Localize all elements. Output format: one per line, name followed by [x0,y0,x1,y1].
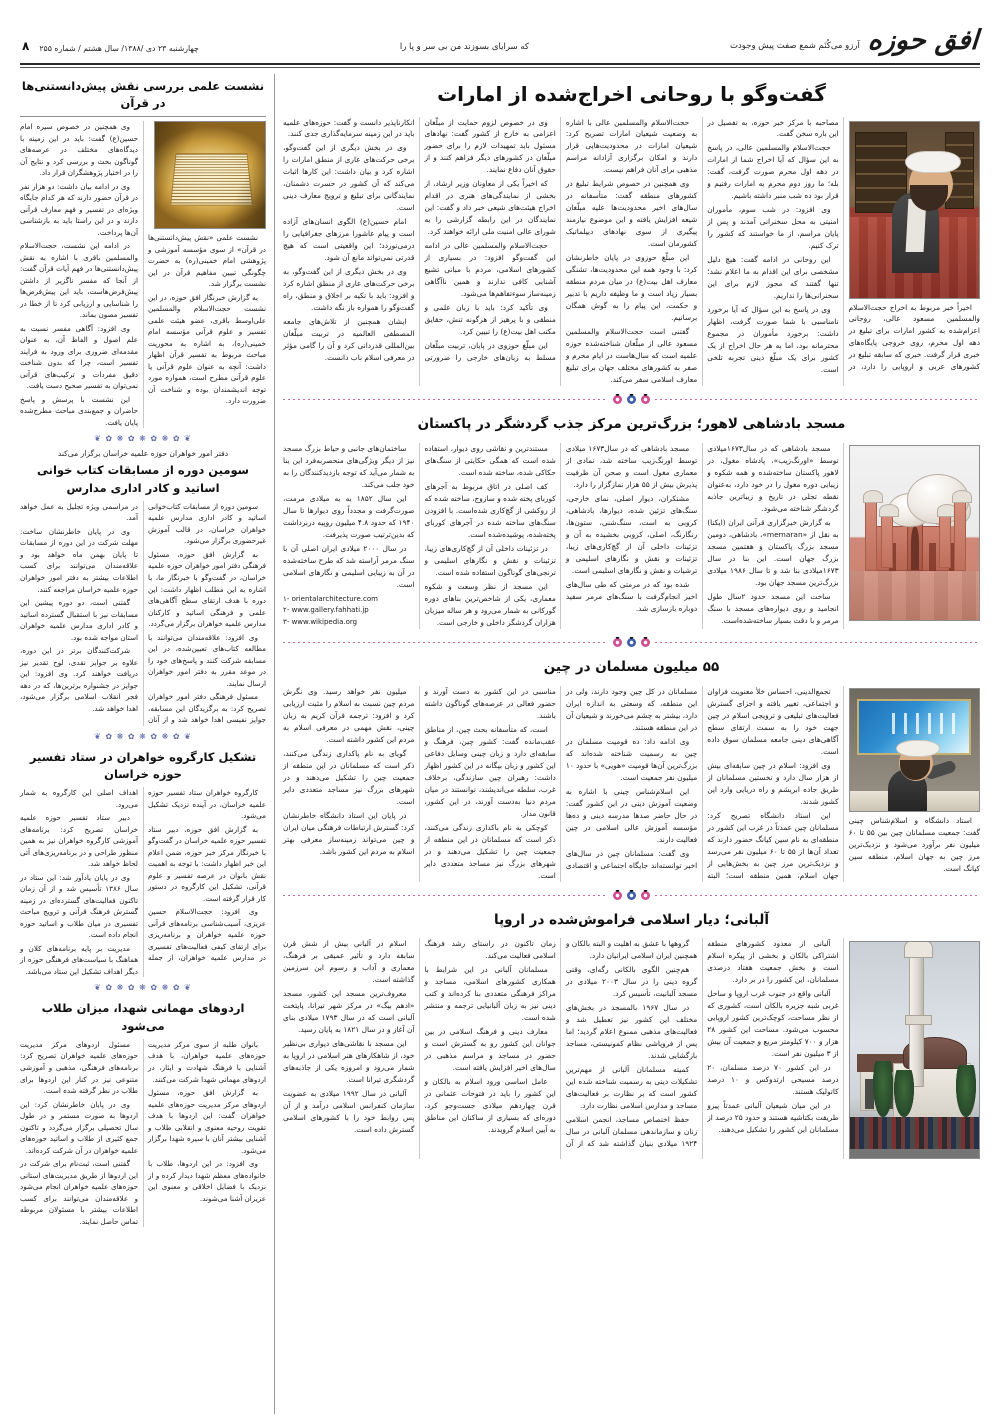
paragraph: کف اصلی در اتاق مربوط به آجرهای کوربای پخته شده و سازوج، ساخته شده که از روکشی از گچ‌کاری شده‌است. با افزودن سنگ‌های ساخته شده در آجرهای کوربای پخته‌شده، پوشیده‌شده است. [424,481,556,539]
main-content-region [275,74,980,1414]
sidebar-article-4-body [20,1039,266,1227]
paragraph: وی افزود: در این اردوها، طلاب با خانواده‌های معظم شهدا دیدار کرده و از نزدیک با فضایل اخلاقی و معنوی این عزیزان آشنا می‌شوند. [148,1159,266,1203]
paragraph: مدیریت بر پایه برنامه‌های کلان و هماهنگ با سیاست‌های فرهنگی حوزه از دیگر اهداف تشکیل این ستاد می‌باشد. [20,943,138,976]
flower-icon [613,638,622,647]
sidebar-article-1-headline: نشست علمی بررسی نقش پیش‌دانستنی‌ها در قرآن [21,78,265,110]
paragraph: وی در ادامه بیان داشت: دو هزار نفر در قرآن حضور دارند که هر کدام جایگاه ویژه‌ای در تفسیر و فهم معارف قرآنی دارند و در این راستا باید به بازشناسی آن‌ها پرداخت. [20,181,138,237]
paragraph: وی در پایان خاطرنشان ساخت: مهلت شرکت در این دوره از مسابقات تا پایان بهمن ماه خواهد بود و علاقه‌مندان می‌توانند برای کسب اطلاعات بیشتر به دفتر امور خواهران حوزه علمیه خراسان مراجعه کنند. [20,526,138,594]
divider-dots-left [283,399,608,400]
paragraph: دبیر ستاد تفسیر حوزه علمیه خراسان تصریح کرد: برنامه‌های آموزشی کارگروه خواهران نیز به همین منظور طراحی و در برنامه‌ریزی‌های آتی لحاظ خواهد شد. [20,813,138,869]
paragraph: ایشان همچنین از تلاش‌های جامعه المصطفی العالمیه در تربیت مبلّغان بین‌المللی قدردانی کرد و آن را گامی مؤثر در معرفی اسلام ناب دانست. [283,317,415,363]
paragraph: وی در بخش دیگری از این گفت‌وگو، برخی حرکت‌های عاری از منطق امارات را اشاره کرد و بیان داشت: این کارها اثبات می‌کند که آن کشور در حسرت دشمنان، نمایندگانی برای تبلیغ و ترویج معارف دینی است. [283,143,415,213]
sidebar-article-2-headline: سومین دوره از مسابقات کتاب خوانی اساتید و کادر اداری مدارس [37,463,249,495]
masthead-verse: که سرایای بسوزند من بی سر و پا را [399,42,529,52]
article-interview-body [283,117,980,387]
paragraph: وی ادامه داد: ده قومیت مسلمان در چین به رسمیت شناخته شده‌اند که بزرگ‌ترین آن‌ها قومیت «هویی» با حدود ۱۰ میلیون نفر جمعیت است. [565,736,698,782]
paragraph: کارگروه خواهران ستاد تفسیر حوزه علمیه خراسان، در آینده نزدیک تشکیل می‌شود. [148,788,266,821]
paragraph: وی در پاسخ به این سؤال که آیا برخورد نامناسبی با شما صورت گرفت، اظهار داشت: برخورد مأموران در مجموع محترمانه بود، اما به هر حال اخراج از یک کشور برای یک مبلّغ دینی تجربه تلخی است. [707,305,839,375]
paragraph: تجمع‌الدینی، احساس خلأ معنویت فراوان و اجتماعی، تغییر یافته و اجزای گسترش فعالیت‌های تبلیغی و ترویجی اسلام در چین جهت خود را به سمت ارتقای سطح آگاهی‌های دینی جامعه مسلمان سوق داده است. [707,686,839,756]
paragraph: وی گفت: مسلمانان چین در سال‌های اخیر توانسته‌اند جایگاه اجتماعی و اقتصادی مناسبی در این کشور به دست آورند و حضور فعالی در عرصه‌های گوناگون داشته باشند. [424,686,698,870]
paragraph: این مبلّغ حوزوی در پایان، تربیت مبلّغان مسلط به زبان‌های خارجی را ضرورتی انکارناپذیر دانست و گفت: حوزه‌های علمیه باید در این زمینه سرمایه‌گذاری جدی کنند. [283,117,556,363]
left-sidebar [20,74,275,1414]
paragraph: وی در بخش دیگری از این گفت‌وگو، به برخی حرکت‌های عاری از منطق اشاره کرد و افزود: باید با تکیه بر اخلاق و منطق، راه گفت‌وگو را همواره باز نگه داشت. [283,267,415,313]
sidebar-article-3-headline: تشکیل کارگروه خواهران در ستاد تفسیر حوزه خراسان [29,749,257,781]
paragraph: معروف‌ترین مسجد این کشور، مسجد «ادهم بیگ» در مرکز شهر تیرانا، پایتخت آلبانی است که در سال ۱۷۹۳ میلادی بنای آن آغاز و در سال ۱۸۲۱ به پایان رسید. [283,989,415,1034]
paragraph: در این کشور ۷۰ درصد مسلمان، ۲۰ درصد مسیحی ارتدوکس و ۱۰ درصد کاتولیک هستند. [707,1062,839,1096]
page-grid [0,68,1000,1424]
article-albania-headline: آلبانی؛ دیار اسلامی فراموش‌شده در اروپا [494,911,769,928]
paragraph: اسلام در آلبانی بیش از شش قرن سابقه دارد و تأثیر عمیقی بر فرهنگ، معماری و آداب و رسوم این سرزمین گذاشته است. [283,939,415,985]
source-link[interactable]: ٣- www.wikipedia.org [283,618,358,627]
divider-flowers-2 [283,638,980,647]
mosque-plaza [850,571,979,620]
hairline-rule [20,116,266,117]
newspaper-logo [730,27,978,60]
sidebar-article-quran-seminar [20,74,266,429]
paragraph: در سال ۱۹۶۷ بالمسجد در بخش‌های مختلف این کشور نیز تعطیل شد و فعالیت‌های مذهبی ممنوع اعلام گردید؛ اما پس از فروپاشی نظام کمونیستی، مساجد بازگشایی شدند. [565,1003,698,1060]
badshahi-mosque-photo [849,445,980,621]
flower-icon [627,395,636,404]
source-link[interactable]: ١- orientalarchitecture.com [283,594,378,603]
paragraph: مسئول فرهنگی دفتر امور خواهران تصریح کرد: به برگزیدگان این مسابقه، جوایز نفیسی اهدا خواهد شد و از آنان در مراسمی ویژه تجلیل به عمل خواهد آمد. [20,501,266,725]
article-mosque-sources [283,594,414,630]
paragraph: عامل اساسی ورود اسلام به بالکان و این کشور را باید در فتوحات عثمانی در قرن چهاردهم میلادی جست‌وجو کرد، دوره‌ای که بسیاری از ساکنان این مناطق به آیین اسلام گرویدند. [424,1076,556,1134]
issue-date-line: چهارشنبه ۲۳ دی /۱۳۸۸/ سال هشتم / شماره ۲۵۵ [39,44,199,53]
flower-icon [641,395,650,404]
paragraph: این استاد دانشگاه تصریح کرد: مسلمانان چین عمدتاً در غرب این کشور در منطقه‌ای به نام سین کیانگ حضور دارند که تعداد آن‌ها از ۵۵ تا ۶۰ میلیون نفر می‌رسد و نزدیک‌ترین مرز چین به بخش‌هایی از جهان اسلام، همین منطقه است؛ البته مسلمانان در کل چین وجود دارند، ولی در این منطقه، که وسعتی به اندازه ایران دارد، بیشتر به چشم می‌خورند و شیعیان آن در این منطقه هستند. [565,686,839,880]
paragraph: معارف دینی و فرهنگ اسلامی در بین جوانان این کشور رو به گسترش است و حضور در مساجد و مراسم مذهبی در سال‌های اخیر افزایش یافته است. [424,1026,556,1072]
paragraph: نشست علمی «نقش پیش‌دانستنی‌ها در قرآن» از سوی مؤسسه آموزشی و پژوهشی امام خمینی(ره) به حضرت چگونگی تبیین مفاهیم قرآن در این نشست برگزار شد. [148,233,266,289]
paragraph: وی در خصوص لزوم حمایت از مبلّغان اعزامی به خارج از کشور گفت: نهادهای مسئول باید تمهیدات لازم را برای حضور مبلّغان در کشورهای دیگر فراهم کنند و از حقوق آنان دفاع نمایند. [424,117,556,175]
paragraph: وی افزود: اسلام در چین سابقه‌ای بیش از هزار سال دارد و نخستین مسلمانان از طریق جاده ابریشم و راه دریایی وارد این کشور شدند. [707,760,839,806]
tree [894,1070,914,1118]
pavement [850,1149,979,1158]
albania-mosque-photo [849,941,980,1159]
paragraph: آلبانی از معدود کشورهای منطقه اشتراکی بالکان و بخشی از پیکره اسلام است و بخش جمعیت هفتاد درصدی مسلمانان، این کشور را در بر دارد. [707,939,839,985]
paragraph: این روحانی در ادامه گفت: هیچ دلیل مشخصی برای این اقدام به ما اعلام نشد؛ تنها گفتند که مجوز لازم برای این سخنرانی‌ها را نداریم. [707,255,839,301]
divider-dots-left [283,642,608,643]
masthead-issue-block [22,39,199,60]
paragraph: به گزارش خبرنگار افق حوزه، در این نشست حجت‌الاسلام والمسلمین علی‌اوسط باقری، عضو هیئت علمی تفسیر و علوم قرآنی مؤسسه امام خمینی(ره)، به اشاره به محوریت مباحث مربوط به تفسیر قرآن اظهار داشت: آنچه به عنوان علوم قرآنی یا علوم قرآنی مطرح است، همواره مورد توجه اندیشمندان بوده و شناخت آن ضرورت دارد. [148,292,266,406]
page-number: ۸ [22,39,30,53]
sidebar-article-book-contest [20,447,266,725]
article-albania-body [283,938,980,1159]
paragraph: استاد دانشگاه و اسلام‌شناس چینی گفت: جمعیت مسلمانان چین بین ۵۵ تا ۶۰ میلیون نفر برآورد می‌شود و نزدیک‌ترین مرز چین به جهان اسلام، منطقه سین کیانگ است. [848,815,980,873]
quran-photo [154,121,266,229]
article-interview [283,74,980,387]
masthead [0,0,1000,60]
divider-flowers-1 [283,395,980,404]
divider-dots-right [655,642,980,643]
sidebar-article-2-kicker: دفتر امور خواهران حوزه علمیه خراسان برگزار می‌کند [57,449,229,459]
paragraph: به گزارش افق حوزه، مسئول فرهنگی دفتر امور خواهران حوزه علمیه خراسان، در گفت‌وگو با خبرنگار ما، با اشاره به این مطلب اظهار داشت: این دوره با هدف ارتقای سطح آگاهی‌های علمی و فرهنگی اساتید و کارکنان مدارس علمیه خواهران برگزار می‌گردد. [148,549,266,629]
paragraph: امام حسین(ع) الگوی انسان‌های آزاده است و پیام عاشورا مرزهای جغرافیایی را درمی‌نوردد؛ این واقعیتی است که هیچ قدرتی نمی‌تواند مانع آن شود. [283,217,415,263]
paragraph: این مسجد از نظر وسعت و شکوه معماری، یکی از شاخص‌ترین بناهای دوره گورکانی به شمار می‌رود و هر ساله میزبان هزاران گردشگر داخلی و خارجی است. [424,581,556,627]
divider-dots-left [283,895,608,896]
paragraph: میلیون نفر خواهد رسید. وی نگرش مردم چین نسبت به اسلام را مثبت ارزیابی کرد و افزود: ترجمه قرآن کریم به زبان چینی، نقش مهمی در معرفی اسلام به مردم این کشور داشته است. [283,686,415,744]
paragraph: این نشست با پرسش و پاسخ حاضران و جمع‌بندی مباحث مطرح‌شده پایان یافت. [20,394,138,427]
paragraph: شرکت‌کنندگان برتر در این دوره، علاوه بر جوایز نقدی، لوح تقدیر نیز دریافت خواهند کرد. وی افزود: این جوایز در جشنواره برترین‌ها، که در دهه فجر انقلاب اسلامی برگزار می‌شود، اهدا خواهد شد. [20,646,138,713]
paragraph: وی افزود: آگاهی مفسر نسبت به علم اصول و الفاظ آن، به عنوان مقدمه‌ای ضروری برای ورود به فرایند تفسیر است، چرا که بدون شناخت دقیق مفردات و ترکیب‌های قرآنی نمی‌توان به تفسیر صحیح دست یافت. [20,323,138,391]
mosque-minaret [954,498,966,571]
logo-wordmark: افق حوزه [866,25,980,56]
paragraph: وی افزود: حجت‌الاسلام حسین عزیزی، آسیب‌شناسی برنامه‌های قرآنی حوزه علمیه خواهران و برنامه‌ریزی برای ارتقای کیفی فعالیت‌های تفسیری در مدارس علمیه خواهران، از جمله اهداف اصلی این کارگروه به شمار می‌رود. [20,788,266,963]
paragraph: این مسجد با نقاشی‌های دیواری بی‌نظیر خود، از شاهکارهای هنر اسلامی در اروپا به شمار می‌رود و امروزه یکی از جاذبه‌های گردشگری تیرانا است. [283,1038,415,1084]
paragraph: وی در پایان خاطرنشان کرد: این اردوها به صورت مستمر و در طول سال تحصیلی برگزار می‌گردد و تاکنون جمع کثیری از طلاب و اساتید حوزه‌های علمیه خواهران در آن شرکت کرده‌اند. [20,1099,138,1155]
sidebar-article-4-headline: اردوهای مهمانی شهدا، میزان طلاب می‌شود [41,1001,245,1033]
flower-icon [641,638,650,647]
paragraph: گفتنی است، ثبت‌نام برای شرکت در این اردوها از طریق مدیریت‌های استانی حوزه‌های علمیه خواهران انجام می‌شود و علاقه‌مندان می‌توانند برای کسب اطلاعات بیشتر با مسئولان مربوطه تماس حاصل نمایند. [20,1159,138,1226]
paragraph: گفتنی است حجت‌الاسلام والمسلمین مسعود عالی از مبلّغان شناخته‌شده حوزه علمیه است که سال‌هاست در ایام محرم و صفر به کشورهای مختلف جهان برای تبلیغ معارف اسلامی سفر می‌کند. [565,327,698,385]
paragraph: گفتنی است، دو دوره پیشین این مسابقات نیز با استقبال گسترده اساتید و کادر اداری مدارس علمیه خواهران استان مواجه شده بود. [20,598,138,642]
logo-slogan: آرزو می‌کُنَم شمع صفت پیش وجودت [730,41,860,51]
divider-ornament-1: ❦ ✿ ❋ ✿ ❋ ✿ ❋ ✿ ❦ [94,434,192,444]
paragraph: حجت‌الاسلام والمسلمین عالی با اشاره به وضعیت شیعیان امارات تصریح کرد: شیعیان امارات در محدودیت‌هایی قرار دارند و امکان برگزاری آزادانه مراسم مذهبی برای آنان فراهم نیست. [565,117,698,175]
mosque-minaret [881,512,893,568]
paragraph: مستندترین و نقاشی روی دیوار، استفاده شده است که همگی حکایتی از سنگ‌های حکاکی شده، ساخته شده است. [424,443,556,477]
paragraph: شده بود که در مرمتی که طی سال‌های اخیر انجام‌گرفت با سنگ‌های مرمر سفید دوباره بازسازی شد. [565,579,698,613]
china-conference-photo [849,688,980,812]
paragraph: مسئول اردوهای مرکز مدیریت حوزه‌های علمیه خواهران تصریح کرد: برنامه‌های فرهنگی، مذهبی و آموزشی متنوعی نیز در کنار این اردوها برای طلاب در نظر گرفته شده است. [20,1039,138,1096]
divider-flowers-3 [283,891,980,900]
paragraph: به گزارش خبرگزاری قرآنی ایران (ایکنا) به نقل از «memaran»، بادشاهی، دومین مسجد بزرگ پاکستان و هفتمین مسجد بزرگ جهان است. این بنا در سال ۱۶۷۳میلادی بنا شد و تا سال ۱۹۸۶ میلادی بزرگ‌ترین مسجد جهان بود. [707,517,839,587]
paragraph: مسجد بادشاهی که در سال۱۶۷۳ میلادی توسط اورنگ‌زیب ساخته شد، نمادی از معماری مغول است و صحن آن ظرفیت پذیرش بیش از ۵۵ هزار نمازگزار را دارد. [565,443,698,489]
paragraph: به گزارش افق حوزه، مسئول اردوهای مرکز مدیریت حوزه‌های علمیه خواهران گفت: این اردوها با هدف تقویت روحیه معنوی و انقلابی طلاب و آشنایی بیشتر آنان با سیره شهدا برگزار می‌شود. [148,1088,266,1155]
flower-icon [613,395,622,404]
paragraph: مسلمانان آلبانی در این شرایط با همکاری کشورهای اسلامی، مساجد و مراکز فرهنگی متعددی بنا کرده‌اند و کتب دینی نیز به زبان آلبانیایی ترجمه و منتشر شده است. [424,965,556,1022]
interview-photo [849,121,980,299]
paragraph: ساخت این مسجد حدود ۲سال طول انجامید و روی دیواره‌های مسجد با سنگ مرمر و با دقت بسیار ساخته‌شده‌است. [707,591,839,625]
flower-icon [641,891,650,900]
mosque-minaret [865,498,877,571]
divider-ornament-2: ❦ ✿ ❋ ✿ ❋ ✿ ❋ ✿ ❦ [94,731,192,741]
divider-dots-right [655,895,980,896]
article-china [283,652,980,881]
paragraph: است، که متأسفانه بحث چین، از مناطق عقب‌مانده گفت: کشور چین، فرهنگ و سابقه‌ای دارد و زبان چینی وسایل دفاعی این کشور و زبان بیگانه در این کشور اظهار داشت: رهبران چین سازندگی، برخلاف غرب، سلطه می‌اندیشند، توانستند در میان مردم دنیا به‌دست آورند، در این کشور، قانون مدار. [424,724,556,818]
paragraph: مسجد بادشاهی که در سال۱۶۷۳میلادی توسط «اورنگ‌زیب»، پادشاه مغول، در لاهور پاکستان ساخته‌شده و همه شکوه و زیبایی دوره مغول را در خود دارد، به‌عنوان نقطه تجلی در تاریخ و زیباترین جاذبه گردشگر شناخته می‌شود. [707,443,839,513]
divider-dots-right [655,399,980,400]
paragraph: وی همچنین در خصوص شرایط تبلیغ در کشورهای منطقه گفت: متأسفانه در سال‌های اخیر محدودیت‌ها علیه مبلّغان شیعه افزایش یافته و این موضوع نیازمند پیگیری از سوی نهادهای دیپلماتیک کشورمان است. [565,179,698,249]
paragraph: حجت‌الاسلام والمسلمین عالی در ادامه این گفت‌وگو افزود: در بسیاری از کشورهای اسلامی، مردم با مبانی تشیع آشنایی کافی ندارند و همین ناآگاهی زمینه‌ساز سوءتفاهم‌ها می‌شود. [424,241,556,299]
divider-ornament-3: ❦ ✿ ❋ ✿ ❋ ✿ ❋ ✿ ❦ [94,983,192,993]
source-link[interactable]: ٢- www.gallery.fahhati.jp [283,606,369,615]
article-mosque [283,409,980,629]
paragraph: آلبانی واقع در جنوب غرب اروپا و ساحل غربی شبه جزیره بالکان است، کشوری که از نظر مساحت، کوچک‌ترین کشور اروپایی محسوب می‌شود. مساحت این کشور ۲۸ هزار و ۷۰۰ کیلومتر مربع و جمعیت آن بیش از ۳ میلیون نفر است. [707,989,839,1058]
paragraph: ساختمان‌های جانبی و حیاط بزرگ مسجد نیز از دیگر ویژگی‌های منحصربه‌فرد این بنا به شمار می‌آید که توجه بازدیدکنندگان را به خود جلب می‌کند. [283,443,415,489]
paragraph: سومین دوره از مسابقات کتاب‌خوانی اساتید و کادر اداری مدارس علمیه خواهران خراسان، در قالب آموزش غیرحضوری برگزار می‌شود. [148,501,266,546]
paragraph: حجت‌الاسلام والمسلمین عالی، در پاسخ به این سؤال که آیا اخراج شما از امارات در دهه اول محرم صورت گرفت، گفت: بله؛ ما روز دوم محرم به امارات رفتیم و قرار بود ده شب منبر داشته باشیم. [707,143,839,201]
mosque-minaret [939,512,951,568]
paragraph: وی افزود: علاقه‌مندان می‌توانند با مطالعه کتاب‌های تعیین‌شده، در این مسابقه شرکت کنند و پاسخ‌های خود را در موعد مقرر به دفتر امور خواهران ارسال نمایند. [148,632,266,688]
flower-icon [627,891,636,900]
sidebar-article-3-body [20,787,266,977]
paragraph: این سال ۱۸۵۲ به به میلادی مرمت، صورت‌گرفت و مجدداً روی دیوارها تا سال ۱۹۴۰ که حدود ۴.۸ میلیون روپیه دربرداشت که بدین‌ترتیب صورت‌ پذیرفت. [283,493,415,539]
flower-icon [627,638,636,647]
article-china-body [283,686,980,882]
paragraph: آلبانی در سال ۱۹۹۲ میلادی به عضویت سازمان کنفرانس اسلامی درآمد و از آن پس روابط خود را با کشورهای اسلامی گسترش داده است. [283,1088,415,1134]
paragraph: وی در پایان یادآور شد: این ستاد در سال ۱۳۸۶ تأسیس شد و از آن زمان تاکنون فعالیت‌های گسترده‌ای در زمینه گسترش فرهنگ قرآنی و ترویج مباحث تفسیری در میان طلاب و اساتید حوزه انجام داده است. [20,872,138,940]
tree [873,1061,893,1117]
paragraph: حفظ اختصاص مساجد، انجمن اسلامی زنان و سازماندهی مسلمان آلبانی در سال ۱۹۲۴ میلادی بنیان گذاشته شد که از آن زمان تاکنون در راستای رشد فرهنگ اسلامی فعالیت می‌کند. [424,939,698,1148]
paragraph: کوچکی به نام باکداری زندگی می‌کنند، ذکر است که مسلمانان در این منطقه از جمعیت چین را تشکیل می‌دهند و در شهرهای بزرگ نیز مساجد متعددی دایر است. [424,822,556,880]
paragraph: وی تأکید کرد: باید با زبان علمی و منطقی و با پرهیز از هرگونه تنش، حقایق مکتب اهل بیت(ع) را تبیین کرد. [424,303,556,337]
paragraph: در این میان شیعیان آلبانی عمدتاً پیرو طریقت بکتاشیه هستند و حدود ۲۵ درصد از مسلمانان این کشور را تشکیل می‌دهند. [707,1100,839,1134]
paragraph: وی همچنین در خصوص سیره امام حسین(ع) گفت: باید در این زمینه با دیدگاه‌های مختلف در عرصه‌های گوناگون بحث و بررسی کرد و نتایج آن را در اختیار پژوهشگران قرار داد. [20,122,138,178]
paragraph: این مبلّغ حوزوی در پایان خاطرنشان کرد: با وجود همه این محدودیت‌ها، تشنگی معارف اهل بیت(ع) در میان مردم منطقه بسیار زیاد است و ما وظیفه داریم با تدبیر و حکمت، این پیام را به گوش همگان برسانیم. [565,253,698,323]
paragraph: در ادامه این نشست، حجت‌الاسلام والمسلمین باقری با اشاره به نقش پیش‌دانستنی‌ها در فهم آیات قرآن گفت: از آنجا که مفسر ناگزیر از داشتن پیش‌فرض‌هاست، باید این پیش‌فرض‌ها را شناسایی و ارزیابی کرد تا از خطا در تفسیر مصون بماند. [20,241,138,320]
article-albania [283,905,980,1160]
paragraph: در تزئینات داخلی آن از گچ‌کاری‌های زیبا، تزئینات و نقش و نگارهای اسلیمی و ترنجی‌های گوناگون استفاده شده است. [424,543,556,577]
paragraph: گروهها با عشق به اهلیت و البته بالکان و همچنین ایران اسلامی ایرانیان دارد. [565,939,698,961]
paragraph: مشتکران، دیوار اصلی، نمای خارجی، سنگ‌های تزئین شده، دیوارها، بادشاهی، کروبی به است، سنگ‌شنی، ستون‌ها، رنگارنگ، اصلی، کروبی بخشیده به آن و تزئینات داخلی آن از گچ‌کاری‌های زیبا، تزئینات و نقش و نگارهای اسلیمی و ترشیات و نقش و نگارهای اسلیمی است. [565,493,698,575]
paragraph: اخیراً خبر مربوط به اخراج حجت‌الاسلام والمسلمین مسعود عالی، روحانی اعزام‌شده به کشور امارات برای تبلیغ در دهه اول محرم، روی خروجی پایگاه‌های خبری قرار گرفت. خبری که سابقه تبلیغ در کشورهای عربی و اروپایی را دارد، در مصاحبه با مرکز خبر حوزه، به تفصیل در این باره سخن گفت. [707,117,980,372]
paragraph: در سال ۲۰۰۰ میلادی ایران اصلی آن با سنگ مرمر آراسته شد که طرح ساخته‌شده در آن به زیبایی اسلیمی و نگارهای اسلامی‌ است. [283,543,415,589]
paragraph: بانوان طلبه از سوی مرکز مدیریت حوزه‌های علمیه خواهران، با هدف آشنایی با فرهنگ شهادت و ایثار، در اردوهای مهمانی شهدا شرکت می‌کنند. [148,1039,266,1084]
sidebar-article-1-body [20,121,266,428]
paragraph: کمیته مسلمانان آلبانی از مهم‌ترین تشکیلات دینی به رسمیت شناخته شده این کشور است که بر نظارت بر فعالیت‌های مساجد و مدارس اسلامی نظارت دارد. [565,1064,698,1110]
cleric-turban [905,151,961,173]
article-china-headline: ۵۵ میلیون مسلمان در چین [543,659,720,676]
paragraph: در پایان این استاد دانشگاه خاطرنشان کرد: گسترش ارتباطات فرهنگی میان ایران و چین می‌تواند زمینه‌ساز معرفی بهتر اسلام به مردم این کشور باشد. [283,810,415,856]
paragraph: به گزارش افق حوزه، دبیر ستاد تفسیر حوزه علمیه خراسان در گفت‌وگو با خبرنگار مرکز خبر حوزه، ضمن اعلام این خبر اظهار داشت: با توجه به اهمیت نقش بانوان در عرصه تفسیر و علوم قرآنی، تشکیل این کارگروه در دستور کار قرار گرفته است. [148,824,266,903]
paragraph: گویای به نام پاکداری زندگی می‌کنند، ذکر است که مسلمانان در این منطقه از جمعیت چین را تشکیل می‌دهند و در شهرهای بزرگ نیز مساجد متعددی دایر است. [283,748,415,806]
article-mosque-body [283,443,980,629]
speaker-turban [896,740,940,757]
paragraph: که اخیراً یکی از معاونان وزیر ارشاد، از بخشی از نمایندگی‌های هنری در اقدام اخراج هیئت‌های شیعی خبر داد و گفت: این نمایندگان در این رابطه گزارشی را به شورای عالی امنیت ملی ارائه خواهند کرد. [424,179,556,237]
tree [956,1065,976,1117]
paragraph: این اسلام‌شناس چینی با اشاره به وضعیت آموزش دینی در این کشور گفت: در حال حاضر صدها مدرسه دینی و ده‌ها مؤسسه آموزش عالی اسلامی در چین فعالیت دارند. [565,786,698,844]
paragraph: وی افزود: در شب سوم، مأموران امنیتی به محل سخنرانی آمدند و پس از پایان مراسم، از ما خواستند که کشور را ترک کنیم. [707,205,839,251]
sidebar-article-martyr-camps [20,996,266,1227]
article-mosque-headline: مسجد بادشاهی لاهور؛ بزرگ‌ترین مرکز جذب گردشگر در پاکستان [417,416,846,433]
paragraph: هم‌چنین الگوی بالکانی رگه‌ای، وقتی گروه دینی را در سال ۲۰۰۳ میلادی در مسجد آلبانیت، تأسیس کرد. [565,965,698,999]
sidebar-article-tafsir-workgroup [20,745,266,978]
mosque-minaret [909,953,924,1087]
flower-icon [613,891,622,900]
masthead-rule [20,63,980,65]
sidebar-article-2-body [20,501,266,726]
article-interview-headline: گفت‌وگو با روحانی اخراج‌شده از امارات [437,81,826,106]
